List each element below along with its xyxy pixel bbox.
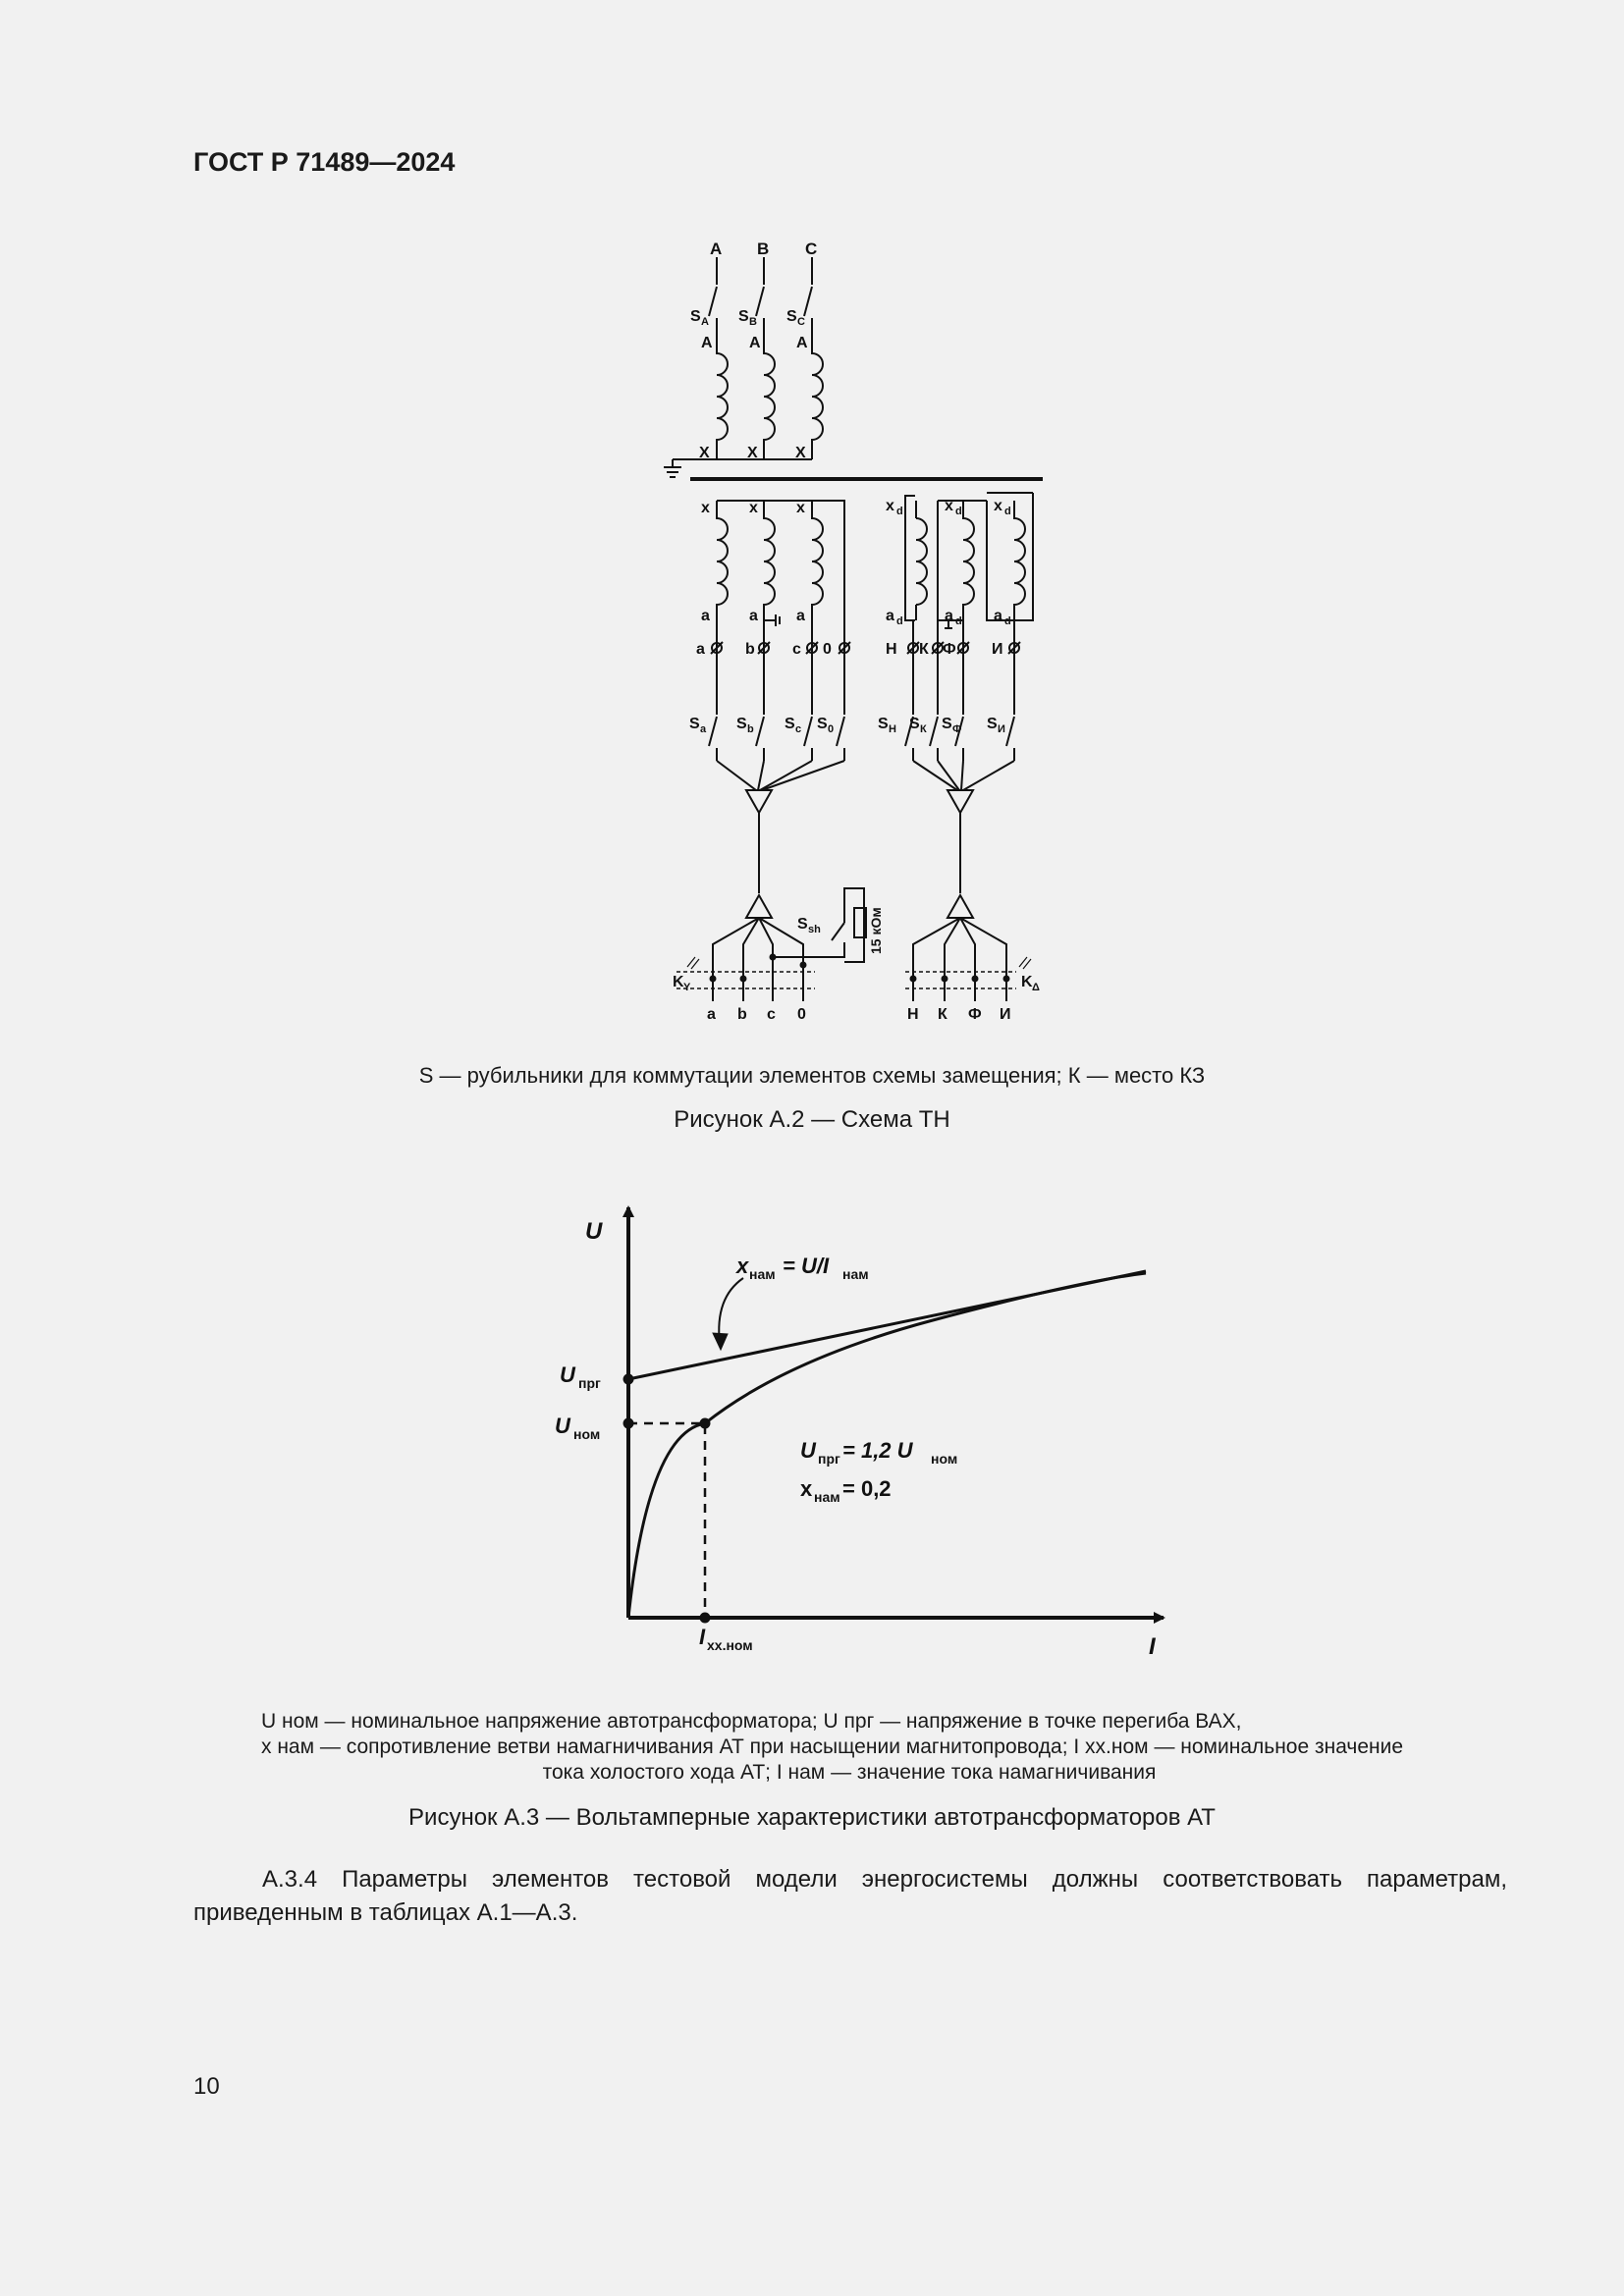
star-fault-0: 0 bbox=[797, 1006, 806, 1023]
switch-sb-sub: B bbox=[749, 316, 757, 328]
u-prg-sub: прг bbox=[578, 1375, 601, 1391]
eq1-rhs: = 1,2 U bbox=[842, 1438, 913, 1463]
delta-bottom-sub-3: d bbox=[1004, 615, 1011, 627]
page-number: 10 bbox=[193, 2073, 220, 2100]
phase-label-b: B bbox=[757, 240, 770, 258]
y-axis-label: U bbox=[585, 1218, 603, 1245]
paragraph-text: А.3.4 Параметры элементов тестовой модели энергосистемы должны соответствовать параметрам, приведенным в таблицах А.1—А.3. bbox=[193, 1866, 1507, 1926]
delta-terminal-n: Н bbox=[886, 641, 897, 658]
star-switch-sub-a: a bbox=[700, 723, 707, 735]
formula-rhs: = U/I bbox=[783, 1254, 830, 1278]
delta-top-label-2: x bbox=[945, 498, 953, 514]
eq2-x: x bbox=[800, 1476, 813, 1501]
coil-bottom-label-2: X bbox=[747, 445, 758, 461]
figure-a3-caption: Рисунок А.3 — Вольтамперные характеристики автотрансформаторов АТ bbox=[408, 1804, 1216, 1831]
vt-scheme-diagram bbox=[648, 231, 1060, 1036]
ky-sub: Y bbox=[683, 982, 691, 993]
star-switch-sub-c: c bbox=[795, 723, 802, 735]
star-switch-label-0: S bbox=[817, 716, 828, 732]
i-xx-point bbox=[700, 1613, 710, 1623]
delta-terminal-i: И bbox=[992, 641, 1003, 658]
u-nom-sub: ном bbox=[573, 1426, 601, 1442]
star-fault-a: a bbox=[707, 1006, 716, 1023]
formula-rhs-sub: нам bbox=[842, 1266, 869, 1282]
coil-bottom-label-1: X bbox=[699, 445, 710, 461]
star-terminal-0: 0 bbox=[823, 641, 832, 658]
formula-x-sub: нам bbox=[749, 1266, 776, 1282]
i-xx-label: I bbox=[699, 1625, 706, 1649]
delta-bottom-label-1: a bbox=[886, 608, 894, 624]
legend-line-1: U ном — номинальное напряжение автотрансформатора; U прг — напряжение в точке перегиба ВАХ, bbox=[261, 1710, 1242, 1733]
star-bottom-label-2: a bbox=[749, 608, 758, 624]
delta-secondary-windings bbox=[905, 493, 1033, 1001]
delta-bottom-sub-2: d bbox=[955, 615, 962, 627]
switch-sc-label: S bbox=[786, 308, 797, 325]
x-axis-label: I bbox=[1149, 1633, 1156, 1660]
star-switch-label-a: S bbox=[689, 716, 700, 732]
coil-bottom-label-3: X bbox=[795, 445, 806, 461]
kd-sub: Δ bbox=[1032, 982, 1040, 993]
ky-label: K bbox=[673, 974, 684, 990]
ssh-sub: sh bbox=[808, 924, 821, 935]
switch-sb-label: S bbox=[738, 308, 749, 325]
resistor-label: 15 кОм bbox=[868, 907, 884, 954]
coil-top-label-3: A bbox=[796, 335, 808, 351]
delta-bottom-sub-1: d bbox=[896, 615, 903, 627]
delta-switch-sub-i: И bbox=[998, 723, 1005, 735]
nominal-point bbox=[700, 1418, 710, 1428]
switch-sa-label: S bbox=[690, 308, 701, 325]
eq1-u: U bbox=[800, 1438, 816, 1463]
coil-top-label-2: A bbox=[749, 335, 761, 351]
delta-fault-n: Н bbox=[907, 1006, 919, 1023]
eq2-sub: нам bbox=[814, 1489, 840, 1505]
delta-top-label-1: x bbox=[886, 498, 894, 514]
delta-top-label-3: x bbox=[994, 498, 1002, 514]
delta-switch-label-n: S bbox=[878, 716, 889, 732]
phase-label-c: C bbox=[805, 240, 818, 258]
star-top-label-2: x bbox=[749, 500, 758, 516]
delta-top-sub-1: d bbox=[896, 506, 903, 517]
figure-a2-caption: Рисунок А.2 — Схема ТН bbox=[674, 1106, 950, 1133]
delta-fault-i: И bbox=[1000, 1006, 1011, 1023]
star-switch-label-b: S bbox=[736, 716, 747, 732]
star-fault-c: c bbox=[767, 1006, 776, 1023]
u-prg-label: U bbox=[560, 1362, 575, 1387]
delta-switch-sub-n: Н bbox=[889, 723, 896, 735]
ssh-label: S bbox=[797, 916, 808, 933]
star-top-label-3: x bbox=[796, 500, 805, 516]
delta-switch-sub-f: Ф bbox=[952, 723, 962, 735]
figure-a2-note: S — рубильники для коммутации элементов схемы замещения; К — место КЗ bbox=[418, 1063, 1206, 1088]
delta-fault-f: Ф bbox=[968, 1006, 982, 1023]
eq2-value: = 0,2 bbox=[842, 1476, 892, 1501]
delta-top-sub-3: d bbox=[1004, 506, 1011, 517]
star-secondary-windings bbox=[677, 501, 866, 1001]
document-header: ГОСТ Р 71489—2024 bbox=[193, 147, 456, 177]
delta-switch-label-k: S bbox=[909, 716, 920, 732]
u-nom-label: U bbox=[555, 1414, 570, 1438]
delta-top-sub-2: d bbox=[955, 506, 962, 517]
figure-a3-legend bbox=[261, 1709, 1437, 1786]
star-switch-label-c: S bbox=[785, 716, 795, 732]
delta-bottom-label-3: a bbox=[994, 608, 1002, 624]
delta-terminal-k: К bbox=[919, 641, 929, 658]
paragraph-a34 bbox=[193, 1863, 1507, 1930]
legend-line-3: тока холостого хода АТ; I нам — значение тока намагничивания bbox=[542, 1761, 1157, 1784]
star-switch-sub-b: b bbox=[747, 723, 754, 735]
phase-label-a: A bbox=[710, 240, 723, 258]
star-bottom-label-1: a bbox=[701, 608, 710, 624]
delta-switch-label-i: S bbox=[987, 716, 998, 732]
star-terminal-a: a bbox=[696, 641, 705, 658]
nominal-guide-lines bbox=[628, 1423, 705, 1618]
formula-x: x bbox=[736, 1254, 749, 1278]
delta-bottom-label-2: a bbox=[945, 608, 953, 624]
u-nom-point bbox=[623, 1418, 633, 1428]
star-terminal-b: b bbox=[745, 641, 755, 658]
delta-switch-label-f: S bbox=[942, 716, 952, 732]
coil-top-label-1: A bbox=[701, 335, 713, 351]
star-terminal-c: c bbox=[792, 641, 801, 658]
eq1-rhs-sub: ном bbox=[931, 1451, 958, 1467]
i-xx-sub: хх.ном bbox=[707, 1637, 753, 1653]
kd-label: K bbox=[1021, 974, 1033, 990]
delta-switch-sub-k: К bbox=[920, 723, 927, 735]
star-switch-sub-0: 0 bbox=[828, 723, 835, 735]
legend-line-2: x нам — сопротивление ветви намагничивания АТ при насыщении магнитопровода; I хх.ном — номинальное значение bbox=[261, 1735, 1404, 1758]
star-bottom-label-3: a bbox=[796, 608, 805, 624]
u-prg-point bbox=[623, 1374, 633, 1384]
star-top-label-1: x bbox=[701, 500, 710, 516]
vi-characteristic-graph bbox=[550, 1198, 1198, 1669]
switch-sa-sub: A bbox=[701, 316, 709, 328]
switch-sc-sub: C bbox=[797, 316, 805, 328]
star-fault-b: b bbox=[737, 1006, 747, 1023]
delta-fault-k: К bbox=[938, 1006, 947, 1023]
delta-terminal-f: Ф bbox=[943, 641, 956, 658]
eq1-u-sub: прг bbox=[818, 1451, 840, 1467]
